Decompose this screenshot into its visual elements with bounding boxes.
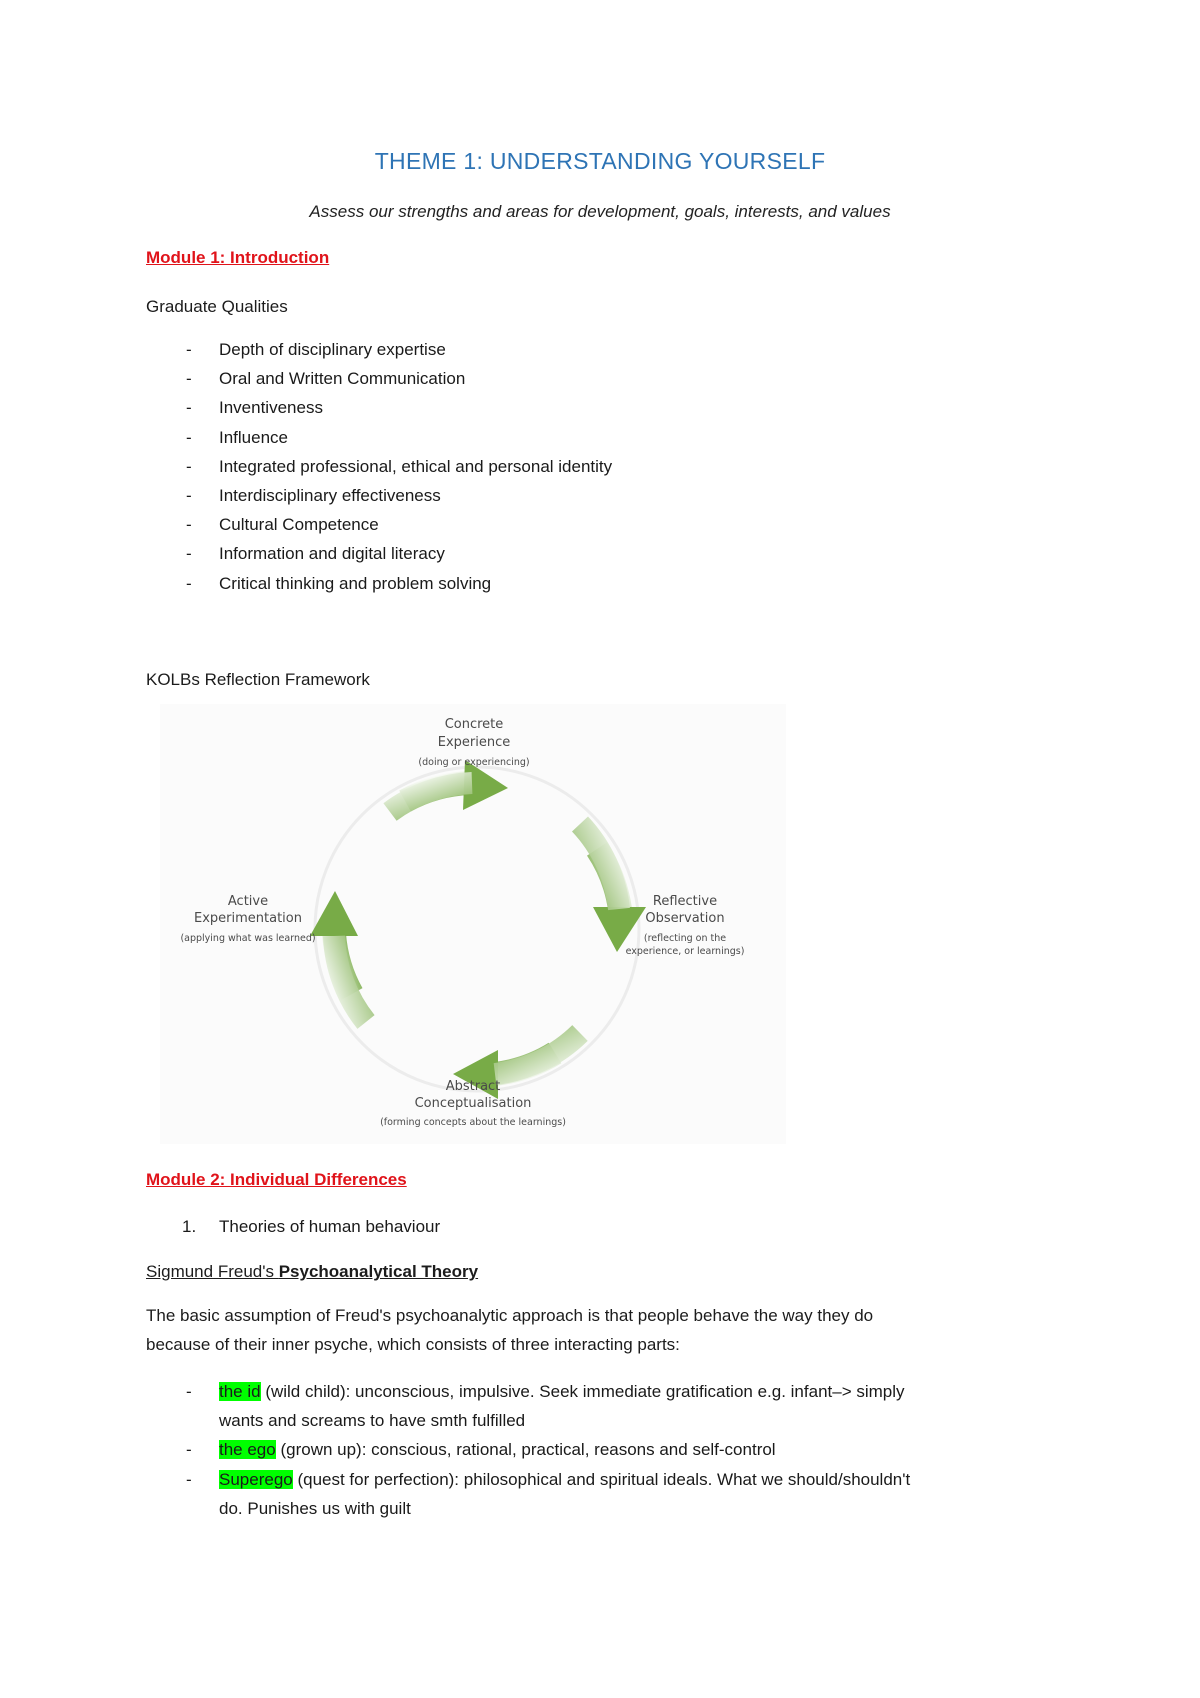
bullet-marker: - [186, 1469, 192, 1489]
kolb-framework-label: KOLBs Reflection Framework [146, 670, 370, 689]
numbered-item-text: Theories of human behaviour [219, 1217, 441, 1236]
bullet-marker: - [186, 1440, 192, 1460]
numbered-marker: 1. [182, 1217, 197, 1236]
list-item-continuation [146, 1494, 1066, 1523]
abstract-conceptualisation-title2: Conceptualisation [414, 1096, 532, 1111]
arc-segment [580, 824, 619, 909]
active-experimentation-title2: Experimentation [194, 911, 302, 926]
reflective-observation-title2: Observation [645, 911, 725, 926]
id-term: the id [219, 1382, 261, 1401]
graduate-qualities-label: Graduate Qualities [146, 297, 288, 316]
page-subtitle: Assess our strengths and areas for development, goals, interests, and values [309, 202, 891, 221]
list-item-text: Inventiveness [219, 398, 323, 418]
cycle-outline [315, 767, 639, 1091]
abstract-conceptualisation-note: (forming concepts about the learnings) [380, 1117, 566, 1128]
kolb-cycle-diagram [160, 704, 786, 1144]
id-description-cont: wants and screams to have smth fulfilled [219, 1411, 526, 1431]
bullet-marker: - [186, 398, 192, 418]
active-experimentation-note: (applying what was learned) [180, 933, 316, 944]
list-item-text: Cultural Competence [219, 515, 379, 535]
arc-segment [390, 783, 472, 812]
list-item-continuation [146, 1406, 1066, 1435]
reflective-observation-note2: experience, or learnings) [625, 946, 745, 957]
concrete-experience-title2: Experience [437, 735, 511, 750]
superego-description: (quest for perfection): philosophical and spiritual ideals. What we should/shouldn't [292, 1469, 911, 1489]
list-item-text: Integrated professional, ethical and personal identity [219, 456, 613, 476]
bullet-marker: - [186, 485, 192, 505]
arc-segment [495, 1033, 580, 1074]
list-item-text: Influence [219, 427, 288, 447]
reflective-observation-note1: (reflecting on the [643, 933, 727, 944]
bullet-marker: - [186, 1382, 192, 1401]
freud-paragraph-line1: The basic assumption of Freud's psychoanalytic approach is that people behave the way they do [146, 1306, 874, 1325]
list-item-text: Critical thinking and problem solving [219, 573, 492, 593]
kolb-cycle-svg [160, 704, 786, 1144]
numbered-item [146, 1212, 1046, 1241]
page-title: THEME 1: UNDERSTANDING YOURSELF [374, 148, 826, 174]
bullet-marker: - [186, 340, 192, 359]
abstract-conceptualisation-title1: Abstract [445, 1079, 501, 1094]
id-description: (wild child): unconscious, impulsive. Seek immediate gratification e.g. infant–> simply [260, 1382, 905, 1401]
reflective-observation-title1: Reflective [652, 894, 718, 909]
bullet-marker: - [186, 427, 192, 447]
numbered-list [146, 1212, 1046, 1241]
psyche-parts-list [146, 1377, 1066, 1523]
list-item-text: Interdisciplinary effectiveness [219, 485, 441, 505]
module-1-heading: Module 1: Introduction [146, 248, 330, 267]
concrete-experience-title1: Concrete [444, 717, 504, 732]
active-experimentation-title1: Active [227, 894, 269, 909]
freud-heading-prefix: Sigmund Freud's [146, 1262, 279, 1281]
superego-term: Superego [219, 1469, 293, 1489]
module-2-heading: Module 2: Individual Differences [146, 1170, 407, 1189]
freud-heading [146, 1257, 478, 1286]
ego-description: (grown up): conscious, rational, practical, reasons and self-control [275, 1440, 776, 1460]
freud-paragraph-line2: because of their inner psyche, which consists of three interacting parts: [146, 1335, 680, 1354]
bullet-marker: - [186, 456, 192, 476]
list-item [146, 1377, 1066, 1406]
bullet-marker: - [186, 515, 192, 535]
list-item-text: Information and digital literacy [219, 544, 445, 564]
arc-segment [334, 936, 366, 1022]
list-item-text: Oral and Written Communication [219, 369, 466, 389]
freud-heading-bold: Psychoanalytical Theory [278, 1262, 479, 1281]
list-item-text: Depth of disciplinary expertise [219, 340, 446, 359]
ego-term: the ego [219, 1440, 276, 1460]
list-item [146, 1435, 1066, 1464]
bullet-marker: - [186, 369, 192, 389]
bullet-marker: - [186, 573, 192, 593]
bullet-marker: - [186, 544, 192, 564]
superego-description-cont: do. Punishes us with guilt [219, 1498, 411, 1518]
concrete-experience-note: (doing or experiencing) [418, 757, 530, 768]
list-item [146, 1465, 1066, 1494]
